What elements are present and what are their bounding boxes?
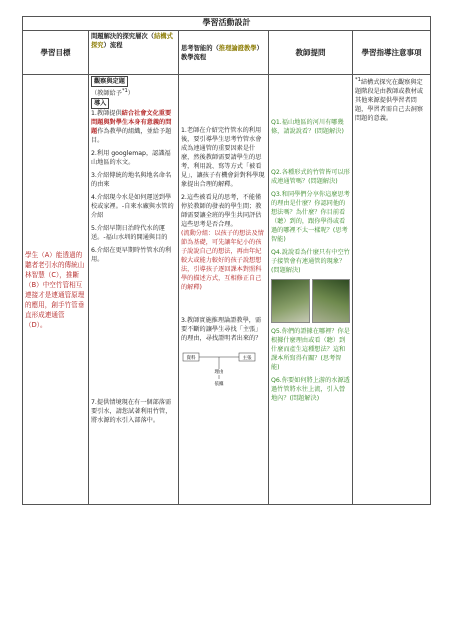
q5-text: Q5.你們的證據在哪裡？你是根據什麼理由或看（聽）到什麼而產生這種想法？這和課本所寫得有關？ — [271, 328, 350, 362]
header-procedure-prefix: 問題解決的探究層次（ — [91, 33, 154, 40]
goal-text: 學生（A）能透過的聽者老引水的傳統山林智慧（C），推斷（B）中空竹管相互連接才是連通管原理的應用，創手竹管垂直形成連通管（D）。 — [25, 250, 85, 329]
step-1-pre: 教師提供 — [96, 110, 122, 118]
thinking-cell — [179, 75, 269, 505]
diagram-c: 理由 — [214, 370, 224, 375]
note-end: ） — [127, 90, 134, 98]
q5-tag: (思考智能) — [271, 355, 342, 371]
header-procedure-highlight: 結構式探究 — [91, 33, 173, 49]
header-thinking — [179, 31, 269, 75]
q6-text: Q6.你要如何將上游的水源透過竹管將水往上流，引入營地內？ — [271, 377, 350, 402]
photo-row — [271, 279, 350, 323]
q3-text: Q3.和同學們分享你這麼思考的理由是什麼？你認同他的想法嗎？為什麼？你目前看（聽）到的，跟你學得或看過的哪裡不太一樣呢？ — [271, 191, 350, 234]
step-1-highlight: 結合社會文化重要問題與對學生本身有意義的問題 — [91, 110, 172, 136]
header-thinking-suffix: ）教學流程 — [181, 44, 263, 61]
step-6-num: 6. — [91, 247, 97, 255]
notes-text: 結構式探究在觀察與定題階段是由教師或教材或其他來源提供學習者問題，學習者需自己去洞察問題的意義。 — [355, 79, 424, 123]
step-1-num: 1. — [91, 110, 97, 118]
bamboo-pipe-photo-1 — [271, 279, 310, 323]
diagram-a: 資料 — [186, 356, 196, 361]
argument-diagram — [181, 347, 261, 387]
table-title: 學習活動設計 — [23, 17, 431, 31]
stage-label — [91, 76, 176, 87]
lesson-plan-table — [22, 16, 431, 505]
header-procedure-suffix: ）流程 — [103, 42, 123, 49]
spacer-q2 — [271, 140, 350, 168]
note-sup: *1 — [121, 88, 128, 94]
bamboo-pipe-photo-2 — [312, 279, 351, 323]
spacer-top — [181, 76, 266, 126]
note-text: （教師給予 — [91, 90, 122, 98]
step-1 — [91, 109, 176, 145]
q2-tag: (問題解決) — [308, 178, 338, 185]
step-7: 7.提供情境現在有一個部落需要引水，請您試著利用竹管，將水源的水引入部落中。 — [91, 399, 172, 425]
header-thinking-prefix: 思考智能的（ — [181, 44, 219, 52]
step-4-num: 4. — [91, 194, 97, 202]
step-3-text: 介紹傳統的地名與地名命名的由來 — [91, 172, 172, 189]
q1-text: Q1.福山地區的河川有哪幾條，請說說看？ — [271, 119, 344, 135]
thinking-p2: 2.這些被看見的思考，不能僅停於教師的發表的學生間；教師需要讓全班的學生共同評估這些思考是否合理。 — [181, 194, 262, 228]
step-5-num: 5. — [91, 225, 97, 233]
q3-tag: (思考智能) — [271, 227, 348, 243]
q6-tag: (問題解決) — [289, 395, 320, 402]
q4-tag: (問題解決) — [271, 267, 301, 274]
q1-tag: (問題解決) — [314, 128, 344, 135]
step-6 — [91, 246, 176, 264]
step-4 — [91, 193, 176, 220]
header-teacher-question: 教師提問 — [269, 31, 353, 75]
teacher-given-note — [91, 87, 176, 98]
step-2-text: 利用 googlemap，認識福山地區的水文。 — [91, 150, 171, 167]
step-2 — [91, 149, 176, 167]
question-6 — [271, 376, 350, 403]
intro-label — [91, 98, 176, 109]
step-5 — [91, 224, 176, 242]
question-5 — [271, 327, 350, 372]
spacer — [91, 268, 176, 398]
procedure-cell — [89, 75, 179, 505]
header-thinking-highlight: 推理論證教學 — [218, 44, 257, 52]
step-3 — [91, 171, 176, 189]
thinking-p3: 3.教師實施推理論證教學，需要不斷的讓學生尋找「主張」的理由，尋找證明者出來的？ — [181, 317, 262, 342]
step-3-num: 3. — [91, 172, 97, 180]
step-1-post: 作為教學的組織，並給予題目。 — [91, 128, 172, 145]
header-notes: 學習指導注意事項 — [353, 31, 431, 75]
header-goal: 學習目標 — [23, 31, 89, 75]
step-6-text: 介紹在更早期時竹管水的利用。 — [91, 247, 172, 264]
stage-box: 觀察與定題 — [91, 76, 128, 87]
question-4 — [271, 248, 350, 275]
notes-content — [355, 76, 428, 123]
teacher-question-cell — [269, 75, 353, 505]
spacer-q — [271, 76, 350, 118]
intro-box: 導入 — [91, 98, 109, 109]
goal-cell — [23, 75, 89, 505]
q4-text: Q4.說說看為什麼只有中空竹子接管會有連通管的現象？ — [271, 249, 350, 265]
thinking-p1: 1.老師在介紹完竹管水的利用後，要引導學生思考竹管水會成為連通管的重要因素是什麼，然後教師需要請學生的思考，利用說、寫等方式「被看見」，讓孩子有機會針對科學現象提出合理的解釋。 — [181, 127, 265, 188]
spacer-mid — [181, 296, 266, 316]
thinking-p2-red: (流動分組：以孩子的想法及情節為基礎，可先讓年紀小的孩子說說自己的想法，再由年紀較大或能力較好的孩子說想想法，引導孩子逐回課本對照科學的描述方式，互相修正自己的解釋) — [181, 230, 264, 291]
question-1 — [271, 118, 350, 136]
step-5-text: 介紹早期日治時代水的運送。-福山水圳的開通與目的 — [91, 225, 168, 242]
notes-cell — [353, 75, 431, 505]
notes-marker: *1 — [355, 77, 361, 83]
question-2 — [271, 168, 350, 186]
step-2-num: 2. — [91, 150, 97, 158]
diagram-b: 主張 — [242, 356, 252, 361]
step-4-text: 介紹現今水是如何運送到學校或家裡。-自來水廠與水管的介紹 — [91, 194, 174, 220]
question-3 — [271, 190, 350, 244]
q2-text: Q2.各種形式的竹管皆可以形成連通管嗎？ — [271, 169, 350, 185]
header-procedure — [89, 31, 179, 75]
diagram-d: 依據 — [214, 382, 224, 387]
